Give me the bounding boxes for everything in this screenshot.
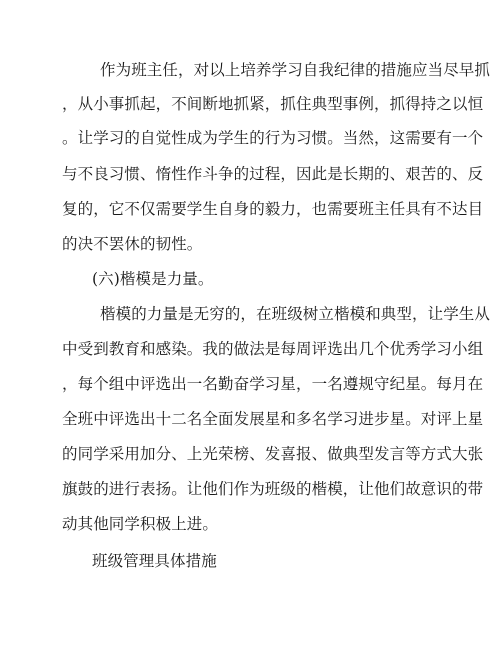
text-line: ，每个组中评选出一名勤奋学习星，一名遵规守纪星。每月在 bbox=[62, 375, 484, 393]
text-line: 中受到教育和感染。我的做法是每周评选出几个优秀学习小组 bbox=[62, 340, 484, 358]
text-line: 旗鼓的进行表扬。让他们作为班级的楷模，让他们故意识的带 bbox=[62, 480, 484, 498]
text-line: 动其他同学积极上进。 bbox=[62, 515, 219, 533]
text-line: 复的，它不仅需要学生自身的毅力，也需要班主任具有不达目 bbox=[62, 200, 484, 218]
text-line: 楷模的力量是无穷的，在班级树立楷模和典型，让学生从 bbox=[100, 305, 491, 323]
text-line: 的决不罢休的韧性。 bbox=[62, 235, 203, 253]
section-heading: (六)楷模是力量。 bbox=[92, 270, 214, 288]
text-line: 的同学采用加分、上光荣榜、发喜报、做典型发言等方式大张 bbox=[62, 445, 484, 463]
text-line: 全班中评选出十二名全面发展星和多名学习进步星。对评上星 bbox=[62, 410, 484, 428]
text-line: 与不良习惯、惰性作斗争的过程，因此是长期的、艰苦的、反 bbox=[62, 165, 484, 183]
text-line: ，从小事抓起，不间断地抓紧，抓住典型事例，抓得持之以恒 bbox=[62, 95, 484, 113]
text-line: 。让学习的自觉性成为学生的行为习惯。当然，这需要有一个 bbox=[62, 129, 484, 147]
section-heading: 班级管理具体措施 bbox=[92, 552, 217, 570]
text-line: 作为班主任，对以上培养学习自我纪律的措施应当尽早抓 bbox=[100, 61, 491, 79]
